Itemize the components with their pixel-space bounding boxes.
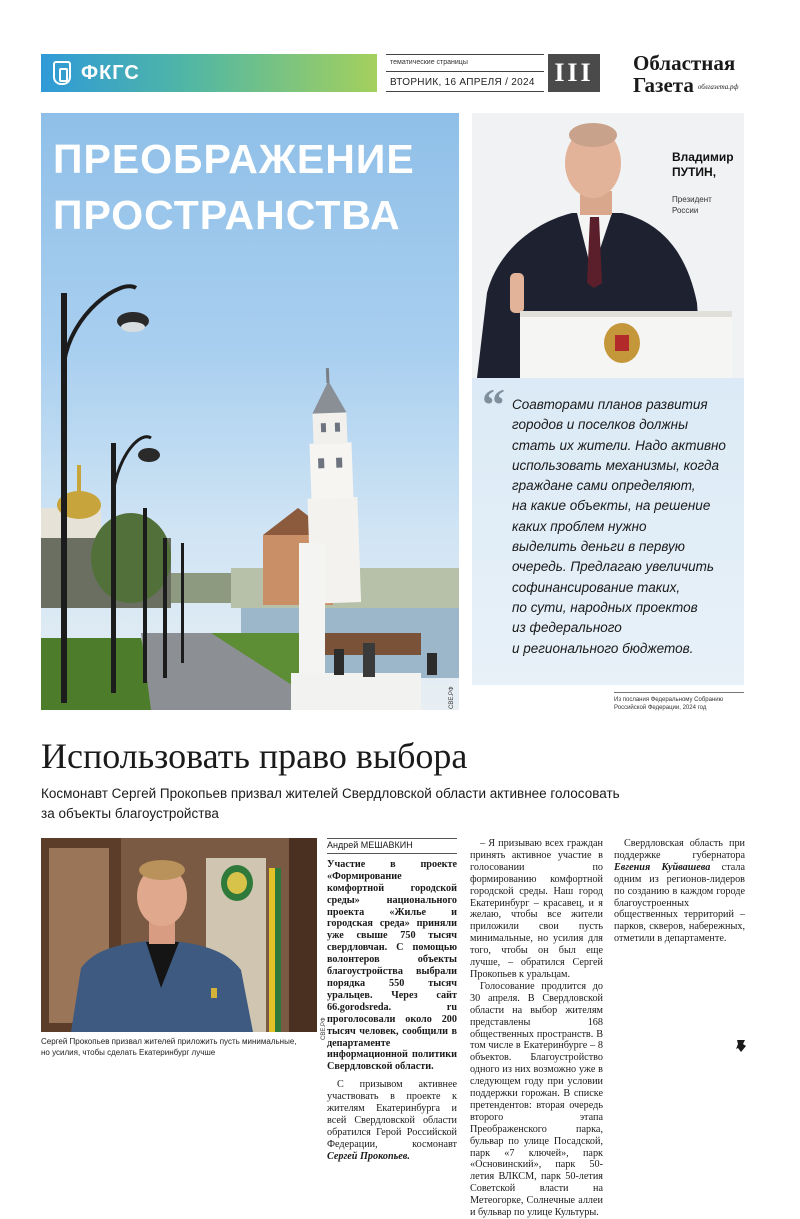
quote-line: городов и поселков должны: [512, 417, 689, 433]
hero-photo: [41, 113, 459, 710]
caption-line1: Сергей Прокопьев призвал жителей приложить пусть минимальные,: [41, 1037, 297, 1046]
lead-line1: Космонавт Сергей Прокопьев призвал жителей Свердловской области активнее голосовать: [41, 786, 620, 801]
quote-line: Соавторами планов развития: [512, 397, 708, 412]
quote-line: очередь. Предлагаю увеличить: [512, 559, 714, 575]
article-photo-caption: [41, 1037, 317, 1058]
end-of-article-icon: [735, 1039, 747, 1053]
article-title: Использовать право выбора: [41, 736, 468, 776]
fkgs-logo-icon: [53, 61, 71, 85]
quote-text: [512, 395, 727, 659]
quote-line: граждане сами определяют,: [512, 478, 696, 494]
article-column-1: [327, 838, 457, 1163]
quote-source-line1: Из послания Федеральному Собранию: [614, 697, 724, 703]
article-paragraph: – Я призываю всех граждан принять активное участие в голосовании по формированию комфортной городской среды. Наш город Екатеринбург – красавец, и я желаю, чтобы все жители приложили свои пусть минимальные, но усилия для того, чтобы он был еще лучше, – обратился Сергей Прокопьев к уральцам.: [470, 838, 603, 980]
header-logo-text: ФКГС: [81, 61, 140, 84]
article-paragraph: [614, 838, 745, 945]
masthead-line2: [633, 74, 739, 98]
quote-line: софинансирование таких,: [512, 579, 681, 595]
page-number: III: [548, 54, 600, 92]
quote-line: на какие объекты, на решение: [512, 498, 711, 514]
section-label: тематические страницы: [390, 59, 468, 66]
quote-author-role: [672, 194, 712, 216]
article-paragraph: [327, 1079, 457, 1162]
header-date-box: [386, 54, 544, 92]
paragraph-text: стала одним из регионов-лидеров по созданию в каждом городе благоустроенных общественных территорий – парков, скверов, набережных, отметили в департаменте.: [614, 861, 745, 945]
quote-line: использовать механизмы, когда: [512, 457, 719, 473]
article-column-2: [470, 838, 603, 1219]
byline: [327, 838, 457, 854]
masthead-site: облгазета.рф: [697, 83, 739, 92]
article-paragraph: Голосование продлится до 30 апреля. В Свердловской области на выбор жителям представлены 168 общественных пространств. В том числе в Екатеринбурге – 8 объектов. Благоустройство одного из них возможно уже в следующем году при условии поддержки горожан. В списке претендентов: вторая очередь второго этапа Преображенского парка, бульвар по улице Посадской, парк «7 ключей», парк «Основинский», парк 50-летия ВЛКСМ, парк 50-летия Советской власти на Метеогорке, Солнечные аллеи и бульвар по улице Культуры.: [470, 980, 603, 1219]
article-intro-text: Участие в проекте «Формирование комфортной городской среды» национального проекта «Жилье и городская среда» приняли уже свыше 750 тысяч свердловчан. С помощью волонтеров объекты благоустройства выбрали порядка 550 тысяч уральцев. Через сайт 66.gorodsreda. ru проголосовали около 200 тысяч человек, сообщили в департаменте информационной политики Свердловской области.: [327, 858, 457, 1073]
header-banner: [41, 54, 377, 92]
author-name: Андрей МЕШАВКИН: [327, 840, 413, 850]
issue-date: ВТОРНИК, 16 АПРЕЛЯ / 2024: [390, 77, 535, 88]
quote-mark-icon: “: [482, 379, 505, 430]
article-lead: [41, 784, 681, 824]
article-photo: [41, 838, 317, 1032]
hero-title-line2: ПРОСТРАНСТВА: [53, 192, 401, 238]
role-line2: России: [672, 206, 699, 215]
hero-title-line1: ПРЕОБРАЖЕНИЕ: [53, 136, 415, 182]
author-first-name: Владимир: [672, 150, 734, 164]
person-name: Сергей Прокопьев.: [327, 1150, 410, 1162]
hero-photo-credit: СВЕ.РФ: [449, 686, 455, 709]
masthead: [633, 52, 739, 98]
caption-line2: но усилия, чтобы сделать Екатеринбург лучше: [41, 1047, 216, 1057]
hero-title: [53, 131, 415, 243]
person-name: Евгения Куйвашева: [614, 861, 711, 873]
quote-source: [614, 692, 744, 712]
quote-line: из федерального: [512, 620, 622, 636]
role-line1: Президент: [672, 195, 712, 204]
quote-line: и регионального бюджетов.: [512, 640, 694, 656]
quote-author-name: [672, 150, 734, 180]
paragraph-text: Свердловская область при поддержке губернатора: [614, 838, 745, 861]
article-column-3: [614, 838, 745, 945]
masthead-word: Газета: [633, 73, 694, 97]
article-photo-credit: СВЕ.РФ: [321, 1017, 327, 1040]
masthead-line1: Областная: [633, 51, 736, 75]
article-intro: [327, 859, 457, 1073]
quote-line: стать их жители. Надо активно: [512, 437, 726, 453]
quote-source-line2: Российской Федерации, 2024 год: [614, 705, 707, 711]
quote-line: выделить деньги в первую: [512, 539, 685, 555]
quote-line: каких проблем нужно: [512, 518, 647, 534]
quote-line: по сути, народных проектов: [512, 599, 698, 615]
lead-line2: за объекты благоустройства: [41, 806, 219, 821]
paragraph-text: С призывом активнее участвовать в проекте к жителям Екатеринбурга и всей Свердловской области обратился Герой Российской Федерации, космонавт: [327, 1079, 457, 1150]
author-last-name: ПУТИН,: [672, 165, 717, 179]
article-photo-illustration: [41, 838, 317, 1032]
